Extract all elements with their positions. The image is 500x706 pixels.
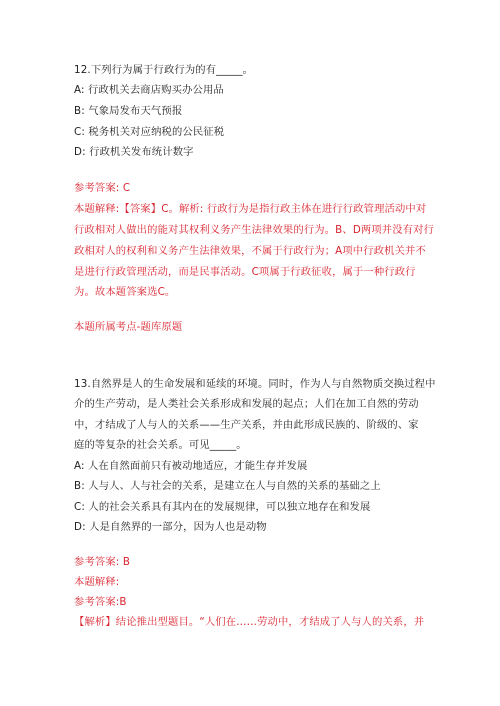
q13-option-b: B: 人与人、人与社会的关系，是建立在人与自然的关系的基础之上 [74, 480, 381, 492]
q13-answer: 参考答案: B [74, 556, 131, 568]
q13-analysis-text: 【解析】结论推出型题目。“人们在……劳动中，才结成了人与人的关系，并 [74, 616, 425, 628]
q12-option-d: D: 行政机关发布统计数字 [74, 146, 194, 158]
q13-option-c: C: 人的社会关系具有其内在的发展规律，可以独立地存在和发展 [74, 501, 371, 513]
q13-question-line: 中，才结成了人与人的关系——生产关系，并由此形成民族的、阶级的、家 [74, 419, 419, 431]
q12-analysis-line: 是进行行政管理活动，而是民事活动。C项属于行政征收，属于一种行政行 [74, 266, 416, 278]
q13-analysis-label: 本题解释: [74, 576, 120, 588]
q12-option-a: A: 行政机关去商店购买办公用品 [74, 84, 224, 96]
q13-question-line: 13.自然界是人的生命发展和延续的环境。同时，作为人与自然物质交换过程中 [74, 378, 436, 390]
q12-analysis-line: 政相对人的权利和义务产生法律效果，不属于行政行为；A项中行政机关并不 [74, 245, 426, 257]
q12-question: 12.下列行为属于行政行为的有_____。 [74, 64, 254, 76]
q13-option-a: A: 人在自然面前只有被动地适应，才能生存并发展 [74, 460, 308, 472]
q12-source: 本题所属考点-题库原题 [74, 321, 183, 333]
q12-option-b: B: 气象局发布天气预报 [74, 105, 183, 117]
q12-answer: 参考答案: C [74, 182, 131, 194]
q13-answer-repeat: 参考答案:B [74, 596, 127, 608]
q12-analysis-line: 为。故本题答案选C。 [74, 286, 176, 298]
q12-analysis-line: 行政相对人做出的能对其权利义务产生法律效果的行为。B、D两项并没有对行 [74, 224, 435, 236]
q12-analysis-line: 本题解释:【答案】C。解析: 行政行为是指行政主体在进行行政管理活动中对 [74, 203, 427, 215]
q13-question-line: 庭的等复杂的社会关系。可见_____。 [74, 439, 247, 451]
q13-option-d: D: 人是自然界的一部分，因为人也是动物 [74, 521, 267, 533]
q13-question-line: 介的生产劳动，是人类社会关系形成和发展的起点；人们在加工自然的劳动 [74, 398, 419, 410]
q12-option-c: C: 税务机关对应纳税的公民征税 [74, 126, 225, 138]
